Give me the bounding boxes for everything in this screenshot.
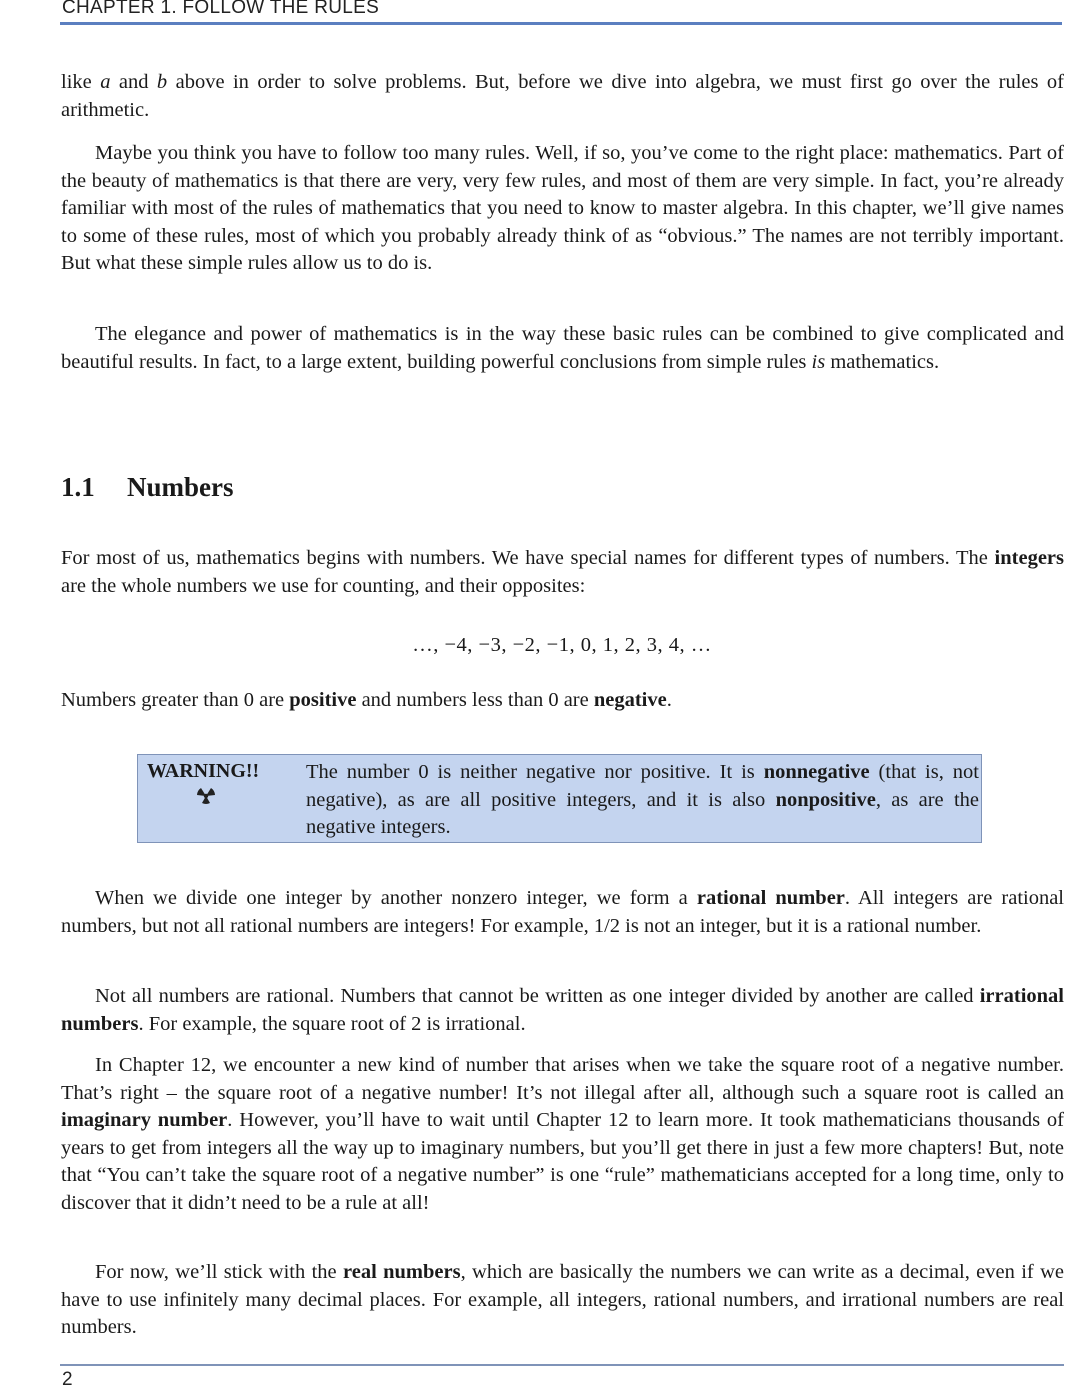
bold-term: negative <box>593 689 667 711</box>
page-number: 2 <box>62 1369 73 1390</box>
italic-term: a <box>100 71 111 93</box>
integer-sequence: …, −4, −3, −2, −1, 0, 1, 2, 3, 4, … <box>412 634 712 656</box>
italic-term: b <box>156 71 168 93</box>
paragraph-elegance: The elegance and power of mathematics is in the way these basic rules can be combined to give complicated and beautiful results. In fact, to a large extent, building powerful conclusions from simple rules is mathematics. <box>61 323 1064 373</box>
radiation-icon <box>192 785 220 809</box>
bold-term: integers <box>994 547 1064 569</box>
paragraph-irrational: Not all numbers are rational. Numbers that cannot be written as one integer divided by another are called irrational numbers. For example, the square root of 2 is irrational. <box>61 985 1064 1035</box>
paragraph-real: For now, we’ll stick with the real numbers, which are basically the numbers we can write as a decimal, even if we have to use infinitely many decimal places. For example, all integers, rational numbers, and irrational numbers are real numbers. <box>61 1261 1064 1339</box>
bold-term: nonnegative <box>763 761 870 783</box>
warning-label: WARNING!! <box>147 760 260 782</box>
bold-term: irrational numbers <box>61 985 1064 1035</box>
bold-term: nonpositive <box>775 788 876 811</box>
section-heading <box>61 472 234 503</box>
bold-term: rational number <box>696 887 845 909</box>
paragraph-integers: For most of us, mathematics begins with numbers. We have special names for different types of numbers. The integers are the whole numbers we use for counting, and their opposites: <box>61 547 1064 597</box>
italic-term: is <box>811 350 826 373</box>
footer-rule <box>60 1364 1064 1366</box>
section-number: 1.1 <box>61 472 95 502</box>
running-header <box>60 0 1062 25</box>
paragraph-rules: Maybe you think you have to follow too many rules. Well, if so, you’ve come to the right place: mathematics. Part of the beauty of mathematics is that there are very, very few rules, and most of them are very simple. In fact, you’re already familiar with most of the rules of mathematics that you need to know to master algebra. In this chapter, we’ll give names to some of these rules, most of which you probably already think of as “obvious.” The names are not terribly important. But what these simple rules allow us to do is. <box>61 142 1064 275</box>
bold-term: imaginary number <box>61 1109 228 1132</box>
bold-term: positive <box>289 689 357 711</box>
section-title-text: Numbers <box>127 472 234 502</box>
paragraph-intro-continued: like a and b above in order to solve problems. But, before we dive into algebra, we must first go over the rules of arithmetic. <box>61 71 1064 121</box>
paragraph-rational: When we divide one integer by another nonzero integer, we form a rational number. All integers are rational numbers, but not all rational numbers are integers! For example, 1/2 is not an integer, but it is a rational number. <box>61 887 1064 937</box>
running-head-text: CHAPTER 1. FOLLOW THE RULES <box>62 0 380 18</box>
warning-box <box>137 754 982 843</box>
paragraph-imaginary: In Chapter 12, we encounter a new kind of number that arises when we take the square root of a negative number. That’s right – the square root of a negative number! It’s not illegal after all, although such a square root is called an imaginary number. However, you’ll have to wait until Chapter 12 to learn more. It took mathematicians thousands of years to get from integers all the way up to imaginary numbers, but you’ll get there in just a few more chapters! But, note that “You can’t take the square root of a negative number” is one “rule” mathematicians accepted for a long time, only to discover that it didn’t need to be a rule at all! <box>61 1054 1064 1214</box>
warning-text: The number 0 is neither negative nor positive. It is nonnegative (that is, not negative), as are all positive integers, and it is also nonpositive, as are the negative integers. <box>306 761 979 839</box>
bold-term: real numbers <box>343 1261 461 1283</box>
paragraph-positive-negative: Numbers greater than 0 are positive and numbers less than 0 are negative. <box>61 689 672 711</box>
